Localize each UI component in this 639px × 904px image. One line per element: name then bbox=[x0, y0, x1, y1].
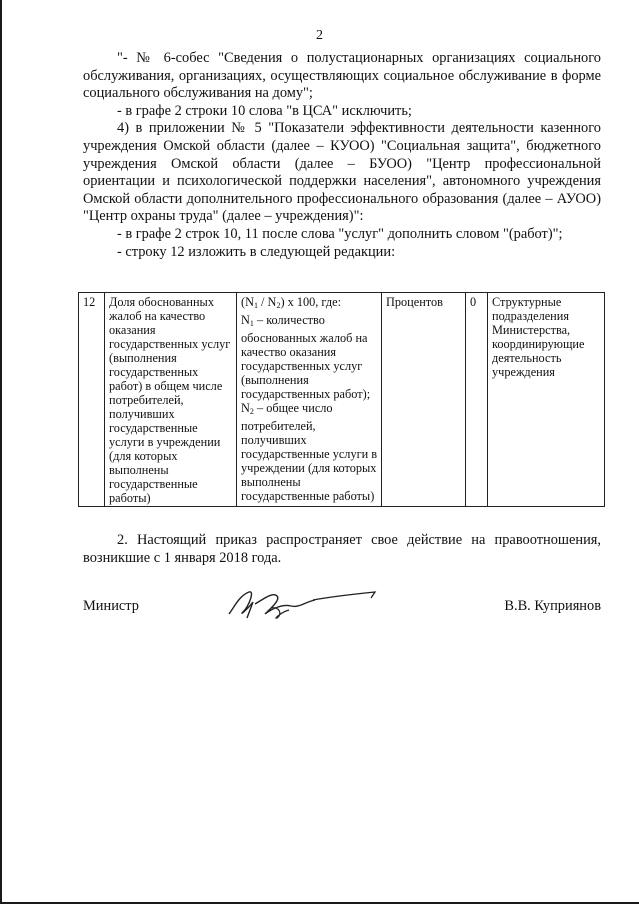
paragraph-rows-10-11: - в графе 2 строк 10, 11 после слова "услуг" дополнить словом "(работ)"; bbox=[117, 225, 563, 242]
signatory-name: В.В. Куприянов bbox=[504, 598, 601, 614]
paragraph-row-12: - строку 12 изложить в следующей редакции: bbox=[117, 243, 396, 260]
indicator-name-cell: Доля обоснованных жалоб на качество оказания государственных услуг (выполнения государственных работ) в общем числе потребителей, получивших государственные услуги в учреждении (для которых выполнены государственные работы) bbox=[105, 293, 237, 507]
paragraph-effective-date: 2. Настоящий приказ распространяет свое действие на правоотношения, возникшие с 1 января 2018 года. bbox=[83, 532, 601, 566]
formula-n1-definition: $N_1$ – количество обоснованных жалоб на качество оказания государственных услуг (выполнения государственных работ); bbox=[241, 313, 371, 401]
formula-cell bbox=[237, 293, 382, 507]
amendment-text bbox=[83, 50, 601, 261]
page-number: 2 bbox=[316, 28, 323, 43]
unit-cell: Процентов bbox=[382, 293, 466, 507]
signatory-position: Министр bbox=[83, 598, 139, 614]
paragraph-appendix-5: 4) в приложении № 5 "Показатели эффективности деятельности казенного учреждения Омской области (далее – КУОО) "Социальная защита", бюджетного учреждения Омской области (далее – БУОО) "Центр профессиональной ориентации и психологической поддержки населения", автономного учреждения Омской области дополнительного профессионального образования (далее – АУОО) "Центр охраны труда" (далее – учреждения)": bbox=[83, 120, 601, 225]
table-row bbox=[79, 293, 605, 507]
handwritten-signature bbox=[225, 584, 385, 626]
paragraph-form-6-sobes: "- № 6-собес "Сведения о полустационарных организациях социального обслуживания, организациях, осуществляющих социальное обслуживание в форме социального обслуживания на дому"; bbox=[83, 50, 601, 102]
indicator-table bbox=[78, 292, 605, 507]
effective-date-text bbox=[83, 532, 601, 567]
paragraph-column-2-row-10: - в графе 2 строки 10 слова "в ЦСА" исключить; bbox=[117, 102, 412, 119]
formula-n2-definition: $N_2$ – общее число потребителей, получивших государственные услуги в учреждении (для которых выполнены государственные работы) bbox=[241, 401, 378, 503]
responsible-cell: Структурные подразделения Министерства, координирующие деятельность учреждения bbox=[488, 293, 605, 507]
formula-expression: $(N_1 / N_2)$ x 100, где: bbox=[241, 295, 341, 310]
row-number-cell: 12 bbox=[79, 293, 105, 507]
value-cell: 0 bbox=[466, 293, 488, 507]
scan-edge-left bbox=[0, 0, 2, 904]
